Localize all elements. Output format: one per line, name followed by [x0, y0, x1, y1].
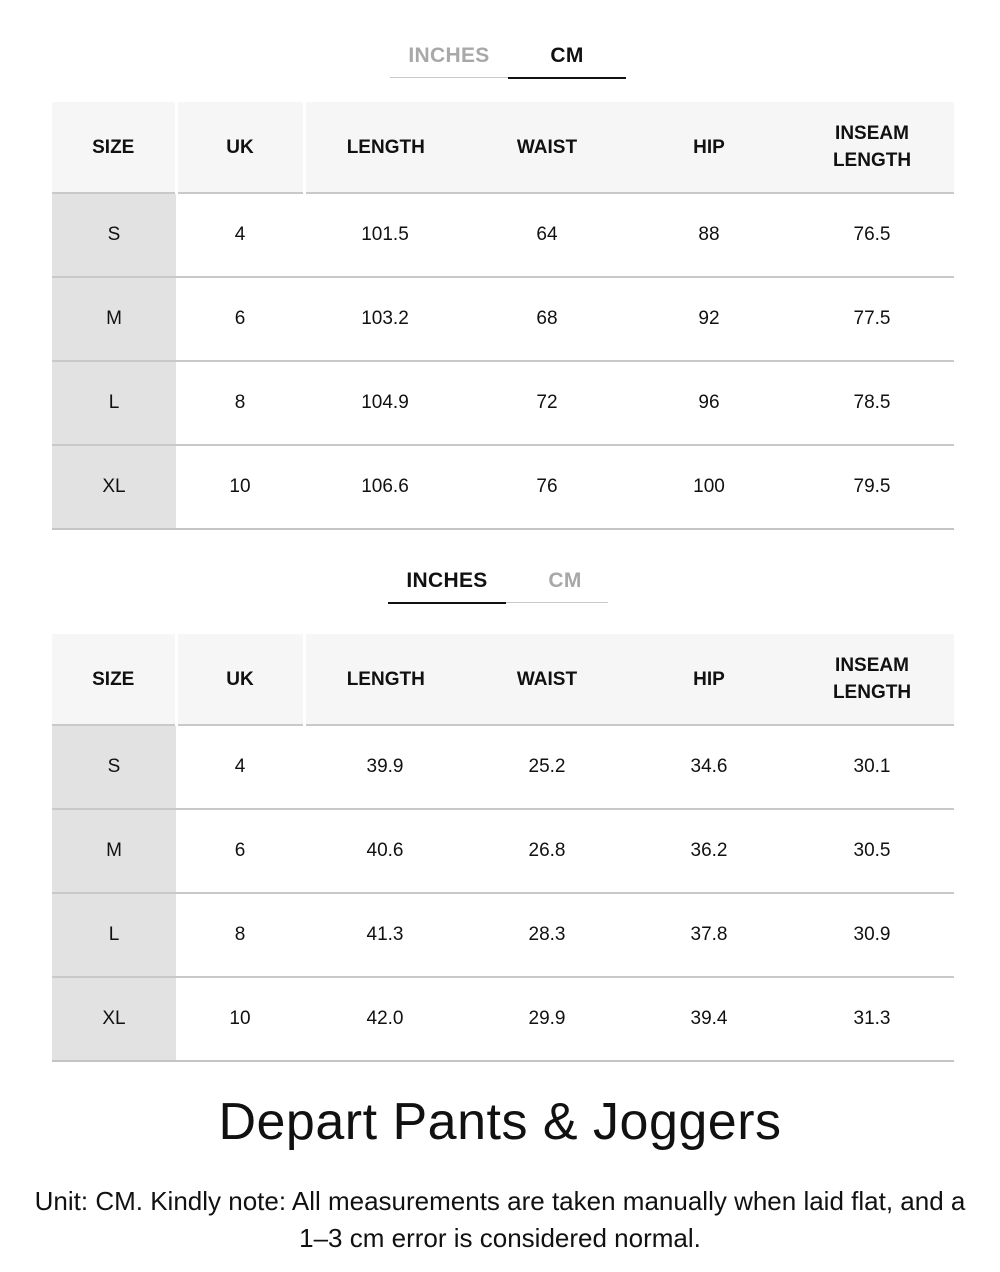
- hip-cell: 36.2: [628, 809, 790, 893]
- size-cell: S: [52, 725, 176, 809]
- length-cell: 39.9: [304, 725, 466, 809]
- inseam-cell: 76.5: [790, 193, 954, 277]
- length-cell: 104.9: [304, 361, 466, 445]
- size-cell: XL: [52, 977, 176, 1061]
- waist-cell: 64: [466, 193, 628, 277]
- uk-cell: 6: [176, 809, 304, 893]
- inseam-cell: 30.9: [790, 893, 954, 977]
- size-table-inches: [52, 634, 954, 1062]
- header-uk: UK: [176, 634, 304, 725]
- measurement-note: Unit: CM. Kindly note: All measurements are taken manually when laid flat, and a 1–3 cm error is considered normal.: [34, 1186, 966, 1253]
- length-cell: 40.6: [304, 809, 466, 893]
- header-size: SIZE: [52, 634, 176, 725]
- hip-cell: 92: [628, 277, 790, 361]
- waist-cell: 28.3: [466, 893, 628, 977]
- uk-cell: 4: [176, 725, 304, 809]
- table-header-row: [52, 634, 954, 725]
- uk-cell: 8: [176, 361, 304, 445]
- length-cell: 103.2: [304, 277, 466, 361]
- length-cell: 41.3: [304, 893, 466, 977]
- size-cell: XL: [52, 445, 176, 529]
- hip-cell: 96: [628, 361, 790, 445]
- header-uk: UK: [176, 102, 304, 193]
- length-cell: 42.0: [304, 977, 466, 1061]
- length-cell: 101.5: [304, 193, 466, 277]
- header-inseam-length: INSEAM LENGTH: [790, 102, 954, 193]
- uk-cell: 6: [176, 277, 304, 361]
- length-cell: 106.6: [304, 445, 466, 529]
- size-cell: L: [52, 361, 176, 445]
- unit-tabs-cm-table: [390, 34, 610, 78]
- header-length: LENGTH: [304, 102, 466, 193]
- header-waist: WAIST: [466, 102, 628, 193]
- inseam-cell: 77.5: [790, 277, 954, 361]
- size-cell: M: [52, 277, 176, 361]
- hip-cell: 34.6: [628, 725, 790, 809]
- hip-cell: 88: [628, 193, 790, 277]
- waist-cell: 26.8: [466, 809, 628, 893]
- header-hip: HIP: [628, 102, 790, 193]
- table-row: [52, 893, 954, 977]
- table-row: [52, 809, 954, 893]
- size-cell: L: [52, 893, 176, 977]
- table-row: [52, 725, 954, 809]
- header-size: SIZE: [52, 102, 176, 193]
- table-row: [52, 977, 954, 1061]
- table-row: [52, 361, 954, 445]
- hip-cell: 100: [628, 445, 790, 529]
- tab-cm[interactable]: CM: [508, 34, 626, 78]
- unit-tabs-inches-table: [388, 559, 608, 603]
- waist-cell: 29.9: [466, 977, 628, 1061]
- inseam-cell: 30.5: [790, 809, 954, 893]
- table-header-row: [52, 102, 954, 193]
- uk-cell: 8: [176, 893, 304, 977]
- header-hip: HIP: [628, 634, 790, 725]
- waist-cell: 72: [466, 361, 628, 445]
- uk-cell: 4: [176, 193, 304, 277]
- inseam-cell: 30.1: [790, 725, 954, 809]
- inseam-cell: 31.3: [790, 977, 954, 1061]
- tab-inches[interactable]: INCHES: [388, 559, 506, 603]
- waist-cell: 25.2: [466, 725, 628, 809]
- header-inseam-length: INSEAM LENGTH: [790, 634, 954, 725]
- uk-cell: 10: [176, 445, 304, 529]
- inseam-cell: 78.5: [790, 361, 954, 445]
- waist-cell: 68: [466, 277, 628, 361]
- hip-cell: 39.4: [628, 977, 790, 1061]
- inseam-cell: 79.5: [790, 445, 954, 529]
- uk-cell: 10: [176, 977, 304, 1061]
- table-row: [52, 193, 954, 277]
- size-table-cm: [52, 102, 954, 530]
- header-waist: WAIST: [466, 634, 628, 725]
- tab-cm[interactable]: CM: [548, 569, 582, 592]
- header-length: LENGTH: [304, 634, 466, 725]
- tab-inches[interactable]: INCHES: [408, 44, 490, 67]
- hip-cell: 37.8: [628, 893, 790, 977]
- waist-cell: 76: [466, 445, 628, 529]
- page-title: Depart Pants & Joggers: [218, 1093, 782, 1151]
- table-row: [52, 445, 954, 529]
- size-cell: M: [52, 809, 176, 893]
- table-row: [52, 277, 954, 361]
- size-cell: S: [52, 193, 176, 277]
